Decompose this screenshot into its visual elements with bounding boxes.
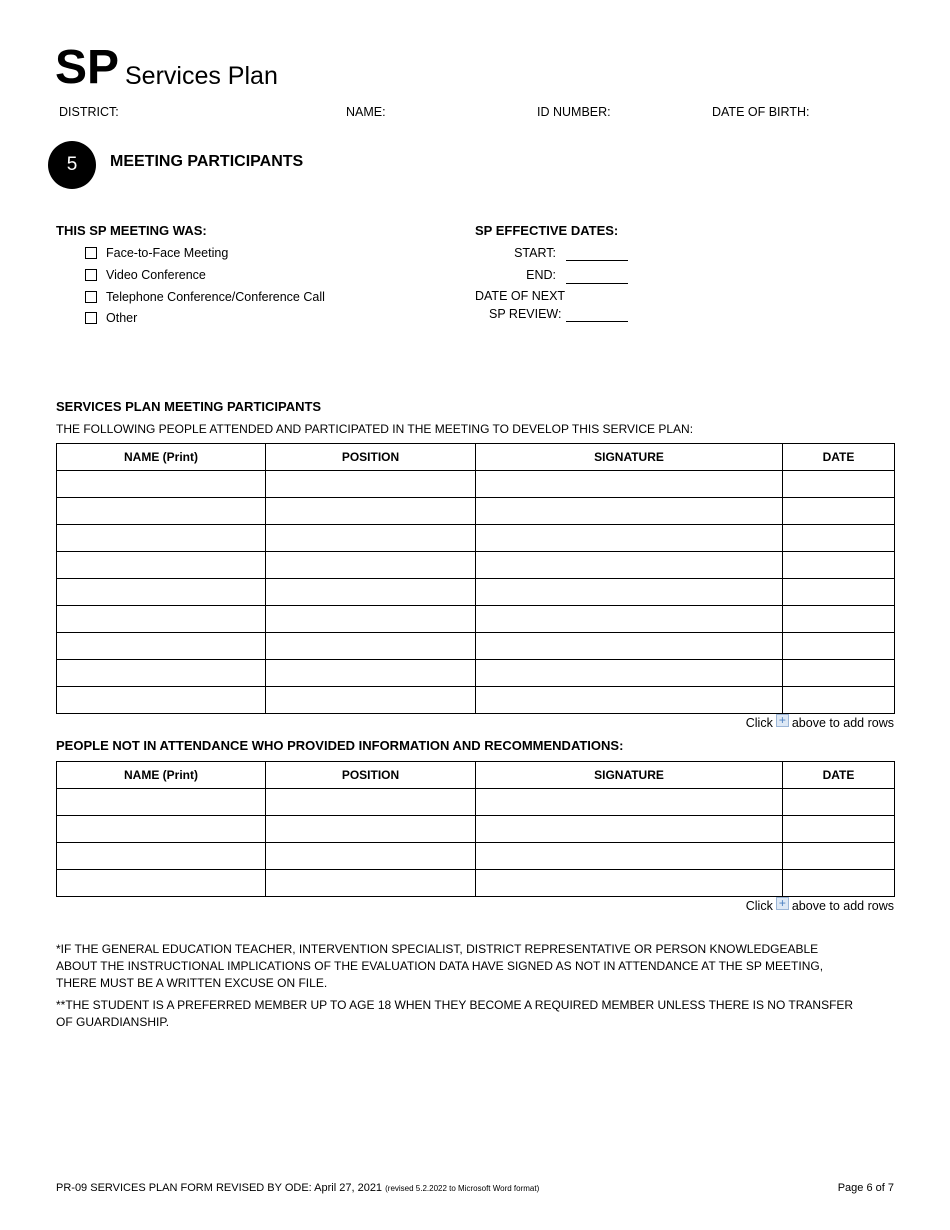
table-row — [57, 606, 895, 633]
date-cell[interactable] — [783, 633, 895, 660]
name-label: NAME: — [346, 105, 386, 119]
table-row — [57, 789, 895, 816]
column-header-position: POSITION — [266, 762, 476, 789]
name-cell[interactable] — [57, 687, 266, 714]
add-rows-click-text: Click — [745, 899, 773, 913]
date-cell[interactable] — [783, 606, 895, 633]
column-header-name: NAME (Print) — [57, 444, 266, 471]
date-cell[interactable] — [783, 498, 895, 525]
signature-cell[interactable] — [476, 660, 783, 687]
participants-subheading: THE FOLLOWING PEOPLE ATTENDED AND PARTICIPATED IN THE MEETING TO DEVELOP THIS SERVICE PLAN: — [56, 422, 694, 436]
footnote-excuse: *IF THE GENERAL EDUCATION TEACHER, INTERVENTION SPECIALIST, DISTRICT REPRESENTATIVE OR PERSON KNOWLEDGEABLE ABOUT THE INSTRUCTIONAL IMPLICATIONS OF THE EVALUATION DATA HAVE SIGNED AS NOT IN ATTENDANCE AT THE SP MEETING, THERE MUST BE A WRITTEN EXCUSE ON FILE. — [56, 942, 824, 990]
checkbox[interactable] — [85, 312, 97, 324]
name-cell[interactable] — [57, 552, 266, 579]
footnote-student: **THE STUDENT IS A PREFERRED MEMBER UP TO AGE 18 WHEN THEY BECOME A REQUIRED MEMBER UNLESS THERE IS NO TRANSFER OF GUARDIANSHIP. — [56, 998, 854, 1029]
date-of-birth-label: DATE OF BIRTH: — [712, 105, 810, 119]
end-date-field[interactable] — [566, 282, 628, 284]
not-attending-heading: PEOPLE NOT IN ATTENDANCE WHO PROVIDED INFORMATION AND RECOMMENDATIONS: — [56, 738, 624, 753]
signature-cell[interactable] — [476, 498, 783, 525]
footer-revision-text: (revised 5.2.2022 to Microsoft Word format) — [385, 1184, 540, 1193]
name-cell[interactable] — [57, 579, 266, 606]
footer-form-text: PR-09 SERVICES PLAN FORM REVISED BY ODE: April 27, 2021 — [56, 1182, 383, 1194]
participants-heading: SERVICES PLAN MEETING PARTICIPANTS — [56, 399, 322, 414]
table-header-row — [57, 762, 895, 789]
add-rows-text: above to add rows — [791, 716, 894, 730]
next-review-label-line1: DATE OF NEXT — [475, 289, 566, 303]
table-header-row — [57, 444, 895, 471]
position-cell[interactable] — [266, 579, 476, 606]
signature-cell[interactable] — [476, 579, 783, 606]
signature-cell[interactable] — [476, 633, 783, 660]
signature-cell[interactable] — [476, 843, 783, 870]
table-row — [57, 579, 895, 606]
column-header-signature: SIGNATURE — [476, 444, 783, 471]
date-cell[interactable] — [783, 789, 895, 816]
position-cell[interactable] — [266, 789, 476, 816]
column-header-signature: SIGNATURE — [476, 762, 783, 789]
next-review-date-field[interactable] — [566, 320, 628, 322]
next-review-label-line2: SP REVIEW: — [489, 307, 562, 321]
table-row — [57, 687, 895, 714]
option-telephone-conference[interactable] — [85, 290, 325, 304]
date-cell[interactable] — [783, 660, 895, 687]
position-cell[interactable] — [266, 660, 476, 687]
add-rows-hint — [745, 895, 894, 913]
table-row — [57, 552, 895, 579]
date-cell[interactable] — [783, 579, 895, 606]
table-row — [57, 870, 895, 897]
checkbox[interactable] — [85, 291, 97, 303]
footer-form-info — [56, 1182, 539, 1194]
option-label: Video Conference — [106, 268, 206, 282]
date-cell[interactable] — [783, 816, 895, 843]
column-header-date: DATE — [783, 762, 895, 789]
district-label: DISTRICT: — [59, 105, 119, 119]
not-attending-table — [56, 761, 895, 897]
start-date-field[interactable] — [566, 259, 628, 261]
effective-dates-heading: SP EFFECTIVE DATES: — [475, 223, 619, 238]
date-cell[interactable] — [783, 552, 895, 579]
participants-table — [56, 443, 895, 714]
option-label: Face-to-Face Meeting — [106, 246, 229, 260]
date-cell[interactable] — [783, 471, 895, 498]
option-video-conference[interactable] — [85, 268, 206, 282]
signature-cell[interactable] — [476, 789, 783, 816]
section-title: MEETING PARTICIPANTS — [110, 153, 304, 170]
name-cell[interactable] — [57, 471, 266, 498]
position-cell[interactable] — [266, 633, 476, 660]
position-cell[interactable] — [266, 687, 476, 714]
table-row — [57, 633, 895, 660]
option-other[interactable] — [85, 311, 137, 325]
add-row-plus-icon[interactable]: + — [776, 714, 789, 727]
table-row — [57, 498, 895, 525]
name-cell[interactable] — [57, 870, 266, 897]
signature-cell[interactable] — [476, 552, 783, 579]
signature-cell[interactable] — [476, 471, 783, 498]
name-cell[interactable] — [57, 816, 266, 843]
name-cell[interactable] — [57, 843, 266, 870]
name-cell[interactable] — [57, 606, 266, 633]
name-cell[interactable] — [57, 633, 266, 660]
position-cell[interactable] — [266, 525, 476, 552]
add-row-plus-icon[interactable]: + — [776, 897, 789, 910]
column-header-name: NAME (Print) — [57, 762, 266, 789]
option-label: Telephone Conference/Conference Call — [106, 290, 325, 304]
name-cell[interactable] — [57, 525, 266, 552]
column-header-position: POSITION — [266, 444, 476, 471]
signature-cell[interactable] — [476, 816, 783, 843]
section-number-badge: 5 — [48, 141, 96, 189]
date-cell[interactable] — [783, 687, 895, 714]
option-label: Other — [106, 311, 138, 325]
name-cell[interactable] — [57, 789, 266, 816]
form-code: SP — [55, 41, 120, 94]
meeting-type-heading: THIS SP MEETING WAS: — [56, 223, 207, 238]
position-cell[interactable] — [266, 870, 476, 897]
position-cell[interactable] — [266, 552, 476, 579]
signature-cell[interactable] — [476, 525, 783, 552]
name-cell[interactable] — [57, 498, 266, 525]
position-cell[interactable] — [266, 606, 476, 633]
option-face-to-face[interactable] — [85, 246, 228, 260]
end-label: END: — [526, 268, 556, 282]
table-row — [57, 816, 895, 843]
signature-cell[interactable] — [476, 870, 783, 897]
checkbox[interactable] — [85, 269, 97, 281]
name-cell[interactable] — [57, 660, 266, 687]
add-rows-hint — [745, 712, 894, 730]
position-cell[interactable] — [266, 471, 476, 498]
table-row — [57, 660, 895, 687]
position-cell[interactable] — [266, 498, 476, 525]
page-number: Page 6 of 7 — [837, 1182, 894, 1194]
id-number-label: ID NUMBER: — [537, 105, 611, 119]
signature-cell[interactable] — [476, 687, 783, 714]
form-title: Services Plan — [125, 62, 278, 90]
position-cell[interactable] — [266, 816, 476, 843]
date-cell[interactable] — [783, 525, 895, 552]
add-rows-text: above to add rows — [791, 899, 894, 913]
checkbox[interactable] — [85, 247, 97, 259]
start-label: START: — [514, 246, 556, 260]
date-cell[interactable] — [783, 870, 895, 897]
date-cell[interactable] — [783, 843, 895, 870]
table-row — [57, 471, 895, 498]
position-cell[interactable] — [266, 843, 476, 870]
add-rows-click-text: Click — [745, 716, 773, 730]
column-header-date: DATE — [783, 444, 895, 471]
signature-cell[interactable] — [476, 606, 783, 633]
table-row — [57, 843, 895, 870]
table-row — [57, 525, 895, 552]
